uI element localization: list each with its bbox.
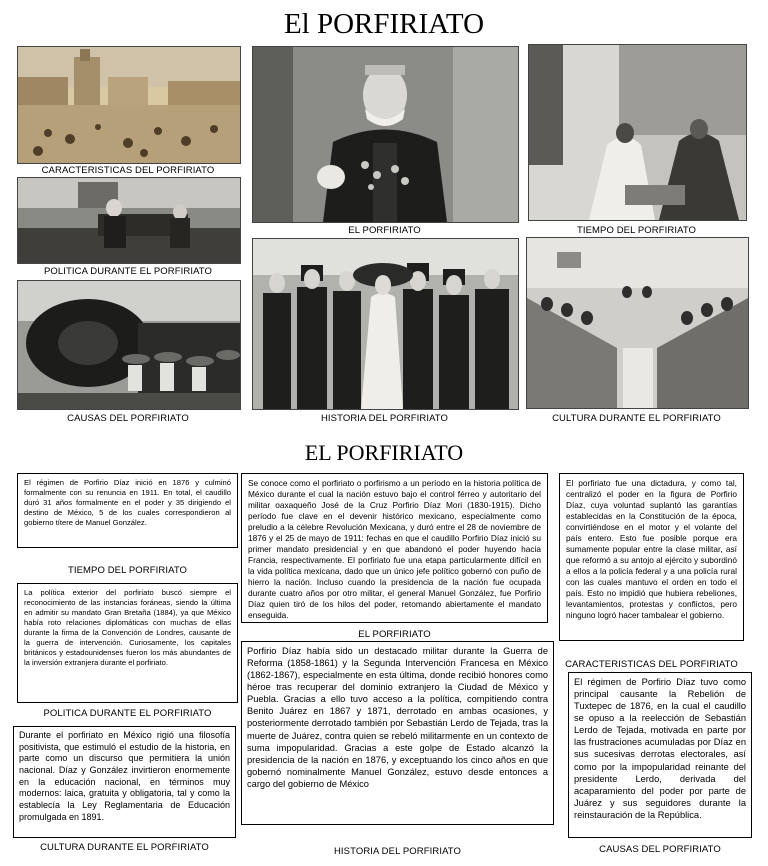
photo-portrait — [252, 46, 519, 223]
photo-plaza-painting — [17, 46, 241, 164]
page-title: El PORFIRIATO — [283, 8, 485, 40]
photo-caption: HISTORIA DEL PORFIRIATO — [320, 413, 449, 424]
text-caption: CULTURA DURANTE EL PORFIRIATO — [40, 842, 209, 853]
text-box-historia — [241, 641, 554, 825]
text-caption: HISTORIA DEL PORFIRIATO — [333, 846, 462, 857]
text-caption: POLITICA DURANTE EL PORFIRIATO — [43, 708, 212, 719]
photo-classroom — [526, 237, 749, 409]
photo-caption: CARACTERISTICAS DEL PORFIRIATO — [41, 165, 215, 176]
text-box-tiempo — [17, 473, 238, 548]
text-caption: EL PORFIRIATO — [358, 629, 431, 640]
photo-caption: POLITICA DURANTE EL PORFIRIATO — [43, 266, 213, 277]
text-box-causas — [568, 672, 752, 838]
text-box-politica — [17, 583, 238, 703]
photo-caption: TIEMPO DEL PORFIRIATO — [576, 225, 697, 236]
text-body: Durante el porfiriato en México rigió una filosofía positivista, que estimuló el estudio de la historia, en parte como un discurso que permitiera la unión nacional. Díaz y González invirtieron enormemente en la educación nacional, en términos muy modernos: laica, gratuita y obligatoria, tal y como la establecía la Ley Reglamentaria de Educación promulgada en 1891. — [19, 730, 230, 822]
text-box-caracteristicas — [559, 473, 744, 641]
text-body: La política exterior del porfiriato buscó siempre el reconocimiento de las instancias foráneas, siendo la última en admitir su mandato Gran Bretaña (1884), ya que México había roto relaciones diplomáticas con muchas de ellas durante la firma de la Convención de Londres, causante de la guerra de intervención. Curiosamente, los capitales británicos y estadounidenses fueron los más abundantes de la inversión extranjera durante el porfiriato. — [24, 588, 231, 668]
photo-caption: CULTURA DURANTE EL PORFIRIATO — [552, 413, 721, 424]
text-caption: CAUSAS DEL PORFIRIATO — [599, 844, 721, 855]
photo-office — [17, 177, 241, 264]
photo-women-street — [528, 44, 747, 221]
text-body: Porfirio Díaz había sido un destacado militar durante la Guerra de Reforma (1858-1861) y la Segunda Intervención Francesa en México (1862-1867), especialmente en esta última, donde recibió honores como héroe tras recuperar del dominio extranjero la Ciudad de México y Puebla. Gracias a ello tuvo acceso a la política, compitiendo contra Benito Juárez en 1867 y 1871, derrotado en ambas ocasiones, y posteriormente derrotado también por Sebastián Lerdo de Tejada, tras la muerte de Juárez, contra quien se rebeló militarmente en un contexto de suma impopularidad. Gracias a este golpe de Estado alcanzó la presidencia de la nación en 1876, y exceptuando los cinco años en que gobernó nominalmente Manuel González, estuvo desde entonces a cargo del gobierno de México — [247, 646, 548, 789]
text-caption: CARACTERISTICAS DEL PORFIRIATO — [565, 659, 738, 670]
text-box-cultura — [13, 726, 236, 838]
text-body: El porfiriato fue una dictadura, y como tal, centralizó el poder en la figura de Porfirio Díaz, cuya voluntad suplantó las garantías establecidas en la Constitución de la época, convirtiéndose en el motor y el volante del país entero. Esto fue posible porque era sumamente popular entre la clase militar, así que reformó a su antojo al ejército y subordinó a ellos a la policía federal y a una policía rural con las cuales mantuvo el orden en todo el país. Esto no impidió que hubiera rebeliones, levantamientos, protestas y conflictos, pero ninguno logró hacer tambalear el gobierno. — [566, 478, 737, 621]
photo-group-hats — [252, 238, 519, 410]
photo-train — [17, 280, 241, 410]
photo-caption: EL PORFIRIATO — [348, 225, 421, 236]
text-box-porfiriato — [241, 473, 548, 623]
section-title: EL PORFIRIATO — [304, 440, 464, 465]
text-body: Se conoce como el porfiriato o porfirismo a un período en la historia política de México durante el cual la nación estuvo bajo el control férreo y autoritario del militar oaxaqueño José de la Cruz Porfirio Díaz Mori (1830-1915). Dicho período fue clave en el devenir histórico mexicano, especialmente como preludio a la célebre Revolución Mexicana, y duró entre el 28 de noviembre de 1876 y el 25 de mayo de 1911: fechas en que el caudillo Porfirio Díaz inició su primer mandato presidencial y en que abandonó el poder huyendo hacia Francia, respectivamente. El porfiriato fue una etapa particularmente difícil en la vida política mexicana, dado que un único jefe político gobernó con puño de hierro la nación. Incluso cuando la presidencia de la nación fue ocupada durante cuatro años por otro militar, el general Manuel González, fue Porfirio Díaz quien tiró de los hilos del poder, retomando abiertamente el mandato enseguida. — [248, 478, 541, 621]
text-body: El régimen de Porfirio Díaz tuvo como principal causante la Rebelión de Tuxtepec de 1876, en la cual el caudillo se opuso a la reelección de Sebastián Lerdo de Tejada, motivada en parte por las frustraciones acumuladas por Díaz en sus sucesivas derrotas electorales, así como por la impopularidad reinante del presidente Lerdo, derivada del acaparamiento del poder por parte de Juárez y sus seguidores durante la reinstauración de la República. — [574, 677, 746, 820]
text-body: El régimen de Porfirio Díaz inició en 1876 y culminó formalmente con su renuncia en 1911. En total, el caudillo duró 31 años formalmente en el poder y 35 dirigiendo el destino de México, 5 de los cuales correspondieron al gobierno títere de Manuel González. — [24, 478, 231, 528]
photo-caption: CAUSAS DEL PORFIRIATO — [67, 413, 189, 424]
text-caption: TIEMPO DEL PORFIRIATO — [67, 565, 188, 576]
